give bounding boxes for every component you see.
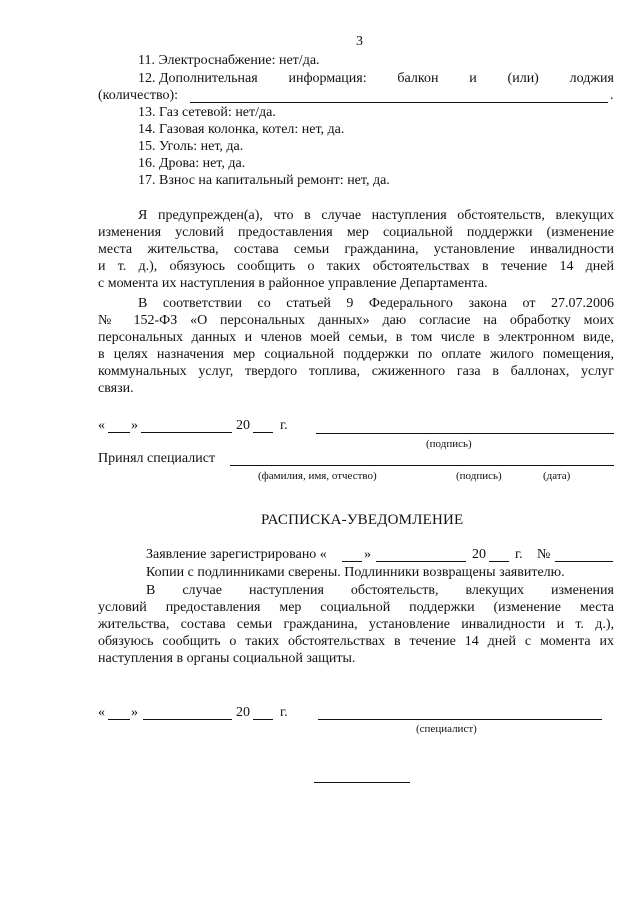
- year2-line: [253, 719, 273, 720]
- registered-prefix: Заявление зарегистрировано «: [146, 547, 327, 562]
- year-prefix: 20: [236, 418, 250, 433]
- date2-close-quote: »: [131, 705, 138, 720]
- year2-suffix: г.: [280, 705, 288, 720]
- year2-prefix: 20: [236, 705, 250, 720]
- list-item-wood: 16. Дрова: нет, да.: [138, 156, 246, 171]
- registered-year: 20: [472, 547, 486, 562]
- closing-separator: [314, 782, 410, 783]
- list-item-quantity-label: (количество):: [98, 88, 179, 103]
- year-line: [253, 432, 273, 433]
- month2-line: [143, 719, 232, 720]
- notice-line: условий предоставления мер социальной поддержки (изменение места: [98, 600, 614, 615]
- day2-line: [108, 719, 130, 720]
- accepted-specialist-label: Принял специалист: [98, 451, 216, 466]
- warning-line: места жительства, состава семьи гражданина, установление инвалидности: [98, 242, 614, 257]
- caption-signature: (подпись): [456, 470, 502, 482]
- specialist-signature-line: [318, 719, 602, 720]
- warning-last-line: с момента их наступления в районное управление Департамента.: [98, 276, 488, 291]
- consent-line: персональных данных и членов моей семьи, в том числе в электронном виде,: [98, 330, 614, 345]
- registered-close: »: [364, 547, 371, 562]
- warning-line: изменения условий предоставления мер социальной поддержки (изменение: [98, 225, 614, 240]
- notice-line: В случае наступления обстоятельств, влекущих изменения: [146, 583, 614, 598]
- list-item-repair-fee: 17. Взнос на капитальный ремонт: нет, да.: [138, 173, 390, 188]
- reg-day-line: [342, 561, 362, 562]
- notice-last-line: наступления в органы социальной защиты.: [98, 651, 356, 666]
- specialist-caption: (специалист): [416, 723, 477, 735]
- signature-line: [316, 433, 614, 434]
- consent-line: В соответствии со статьей 9 Федерального закона от 27.07.2006: [138, 296, 614, 311]
- registered-number-sign: №: [537, 547, 551, 562]
- consent-line: № 152-ФЗ «О персональных данных» даю согласие на обработку моих: [98, 313, 614, 328]
- word: информация:: [288, 71, 367, 86]
- copies-verified: Копии с подлинниками сверены. Подлинники возвращены заявителю.: [146, 565, 565, 580]
- list-item-coal: 15. Уголь: нет, да.: [138, 139, 244, 154]
- list-item-gas: 13. Газ сетевой: нет/да.: [138, 105, 276, 120]
- specialist-line: [230, 465, 614, 466]
- month-line: [141, 432, 232, 433]
- consent-line: в целях назначения мер социальной поддержки по оплате жилого помещения,: [98, 347, 614, 362]
- word: (или): [507, 71, 539, 86]
- word: 12. Дополнительная: [138, 71, 258, 86]
- word: лоджия: [569, 71, 614, 86]
- notice-line: обязуюсь сообщить о таких обстоятельствах в течение 14 дней с момента их: [98, 634, 614, 649]
- year-suffix: г.: [280, 418, 288, 433]
- page-number: 3: [356, 34, 363, 49]
- reg-year-line: [489, 561, 509, 562]
- signature-caption: (подпись): [426, 438, 472, 450]
- date-open-quote: «: [98, 418, 105, 433]
- list-item-boiler: 14. Газовая колонка, котел: нет, да.: [138, 122, 345, 137]
- period-mark: .: [610, 88, 614, 103]
- word: балкон: [397, 71, 439, 86]
- list-item-additional-info: [138, 71, 614, 87]
- date-close-quote: »: [131, 418, 138, 433]
- caption-full-name: (фамилия, имя, отчество): [258, 470, 377, 482]
- warning-line: и т. д.), обязуюсь сообщить о таких обстоятельствах в течение 14 дней: [98, 259, 614, 274]
- reg-number-line: [555, 561, 613, 562]
- caption-date: (дата): [543, 470, 571, 482]
- receipt-title: РАСПИСКА-УВЕДОМЛЕНИЕ: [261, 512, 464, 528]
- registered-suffix: г.: [515, 547, 523, 562]
- word: и: [469, 71, 477, 86]
- list-item-electricity: 11. Электроснабжение: нет/да.: [138, 53, 320, 68]
- notice-line: жительства, состава семьи гражданина, установление инвалидности и т. д.),: [98, 617, 614, 632]
- quantity-line: [190, 102, 608, 103]
- day-line: [108, 432, 130, 433]
- consent-last-line: связи.: [98, 381, 134, 396]
- reg-month-line: [376, 561, 466, 562]
- warning-line: Я предупрежден(а), что в случае наступления обстоятельств, влекущих: [138, 208, 614, 223]
- date2-open-quote: «: [98, 705, 105, 720]
- consent-line: коммунальных услуг, твердого топлива, сжиженного газа в баллонах, услуг: [98, 364, 614, 379]
